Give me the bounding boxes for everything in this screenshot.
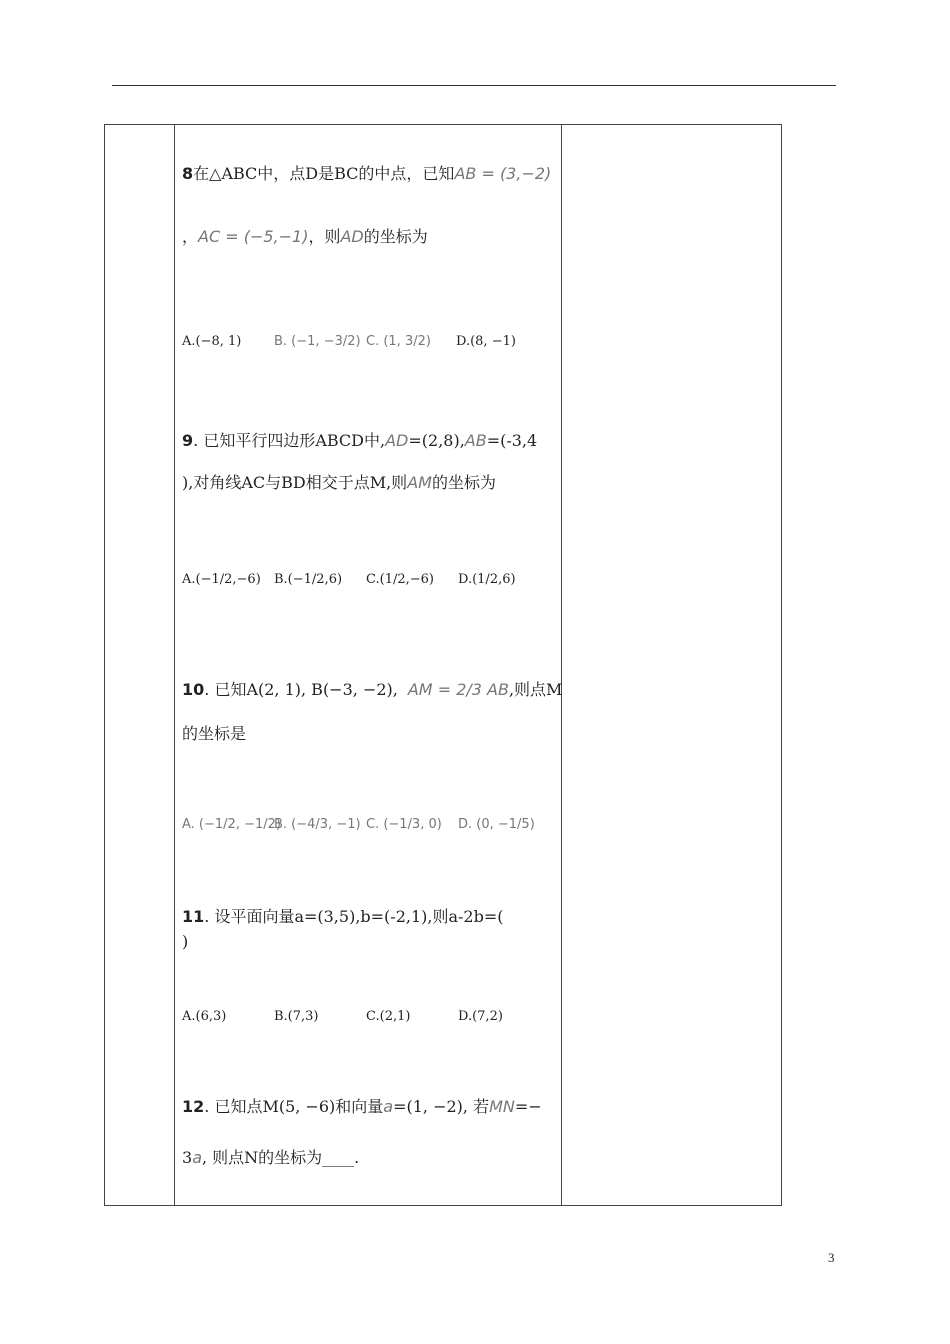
question-9-number: 9 — [182, 431, 194, 450]
question-12-vector-a: a — [383, 1097, 394, 1116]
question-9-options — [182, 570, 558, 590]
question-10-line-2 — [182, 723, 558, 745]
question-11-line-2 — [182, 931, 558, 953]
question-8-vector-ab: AB = (3,−2) — [454, 164, 552, 183]
question-9-diagonal-text: ),对角线AC与BD相交于点M,则 — [182, 473, 408, 492]
question-9-ab-value: =(-3,4 — [486, 431, 538, 450]
question-9-ad-value: =(2,8), — [408, 431, 465, 450]
q10-option-c[interactable]: C. (−1/3, 0) — [366, 817, 442, 832]
question-10-prompt: 的坐标是 — [182, 724, 247, 743]
question-9-vector-ab: AB — [464, 431, 487, 450]
question-12-prompt: , 则点N的坐标为____. — [202, 1148, 360, 1167]
question-9-text: . 已知平行四边形ABCD中, — [193, 431, 386, 450]
q10-option-b[interactable]: B. (−4/3, −1) — [274, 817, 361, 832]
question-10-text: . 已知A(2, 1), B(−3, −2), — [204, 680, 398, 699]
question-11-text: . 设平面向量a=(3,5),b=(-2,1),则a-2b=( — [204, 907, 504, 926]
question-11-number: 11 — [182, 907, 205, 926]
question-12-number: 12 — [182, 1097, 205, 1116]
q9-option-a[interactable]: A.(−1/2,−6) — [182, 572, 261, 587]
question-8-prompt: 的坐标为 — [363, 227, 428, 246]
question-8-vector-ad: AD — [340, 227, 364, 246]
question-12-line-1 — [182, 1096, 558, 1118]
page-number: 3 — [828, 1250, 835, 1265]
question-9-vector-am: AM — [407, 473, 432, 492]
question-12-line-2 — [182, 1147, 558, 1169]
question-8-line-1 — [182, 163, 558, 185]
question-8-then: ，则 — [308, 227, 341, 246]
question-12-vector-mn: MN — [489, 1097, 515, 1116]
question-9-line-1 — [182, 430, 558, 452]
question-12-equals: =− — [514, 1097, 542, 1116]
question-9-prompt: 的坐标为 — [431, 473, 496, 492]
column-divider-right — [561, 125, 562, 1205]
header-rule — [112, 85, 836, 86]
q10-option-a[interactable]: A. (−1/2, −1/2) — [182, 817, 281, 832]
worksheet-table — [104, 124, 782, 1206]
question-8-vector-ac: AC = (−5,−1) — [198, 227, 309, 246]
question-10-line-1 — [182, 679, 563, 701]
question-8-line-2 — [182, 226, 558, 248]
question-11-close-paren: ) — [182, 932, 189, 951]
question-8-number: 8 — [182, 164, 194, 183]
question-8-options — [182, 332, 558, 352]
q11-option-c[interactable]: C.(2,1) — [366, 1009, 411, 1024]
question-9-line-2 — [182, 472, 558, 494]
question-8-text: 在△ABC中，点D是BC的中点，已知 — [193, 164, 455, 183]
q8-option-d[interactable]: D.(8, −1) — [456, 334, 516, 349]
question-11-options — [182, 1007, 558, 1027]
q9-option-b[interactable]: B.(−1/2,6) — [274, 572, 343, 587]
question-10-point-m: ,则点M — [508, 680, 563, 699]
question-10-number: 10 — [182, 680, 205, 699]
q8-option-b[interactable]: B. (−1, −3/2) — [274, 334, 361, 349]
column-divider-left — [174, 125, 175, 1205]
question-9-vector-ad: AD — [385, 431, 409, 450]
question-12-coefficient: 3 — [182, 1148, 193, 1167]
q8-option-a[interactable]: A.(−8, 1) — [182, 334, 242, 349]
question-10-vector-expression: AM = 2/3 AB — [407, 680, 509, 699]
q8-option-c[interactable]: C. (1, 3/2) — [366, 334, 431, 349]
q10-option-d[interactable]: D. (0, −1/5) — [458, 817, 535, 832]
question-12-vector-a-2: a — [192, 1148, 202, 1167]
q9-option-c[interactable]: C.(1/2,−6) — [366, 572, 434, 587]
question-12-a-value: =(1, −2), 若 — [393, 1097, 490, 1116]
q9-option-d[interactable]: D.(1/2,6) — [458, 572, 516, 587]
question-10-options — [182, 815, 558, 835]
question-12-text: . 已知点M(5, −6)和向量 — [204, 1097, 384, 1116]
question-8-comma: ， — [182, 227, 199, 246]
question-11-line-1 — [182, 906, 558, 928]
q11-option-b[interactable]: B.(7,3) — [274, 1009, 319, 1024]
q11-option-a[interactable]: A.(6,3) — [182, 1009, 227, 1024]
q11-option-d[interactable]: D.(7,2) — [458, 1009, 503, 1024]
